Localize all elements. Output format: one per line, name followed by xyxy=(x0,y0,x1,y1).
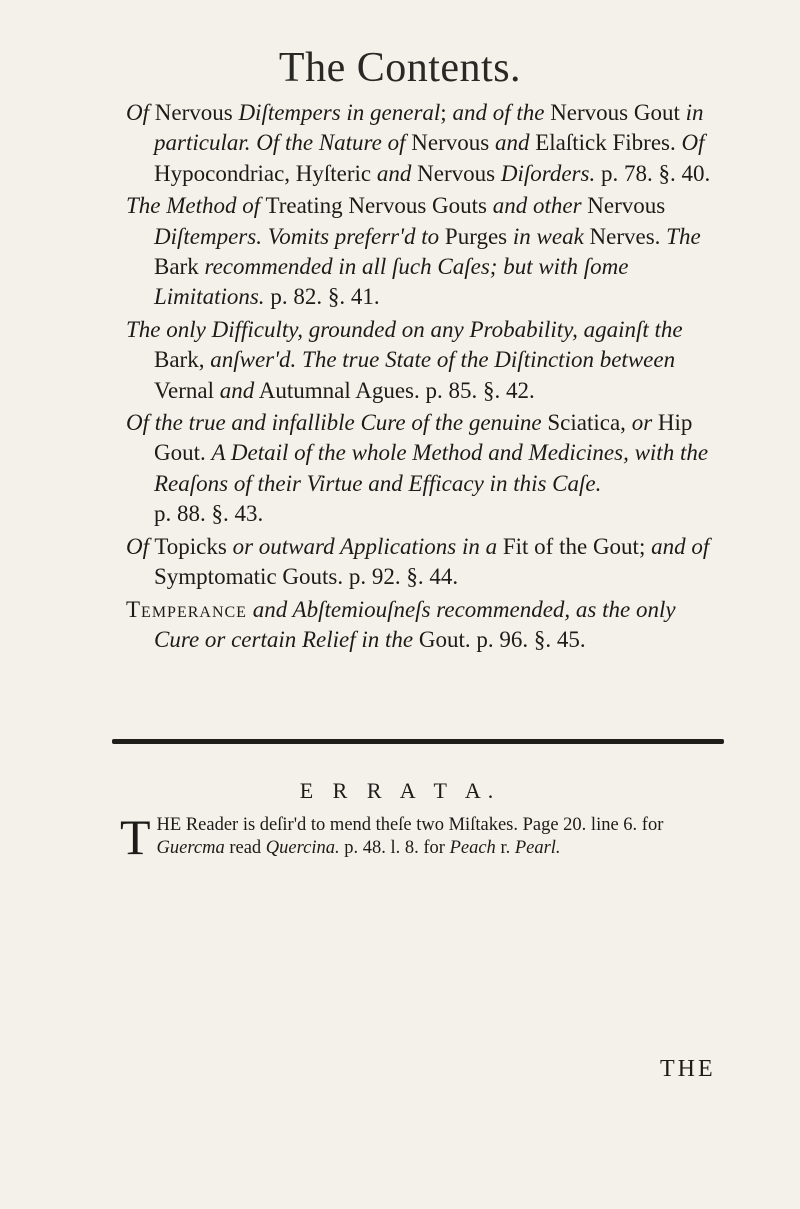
entry-text: Nervous Gout xyxy=(544,100,686,125)
entry-text: and Abſtemiouſneſs recommended, as the only Cure or certain Relief in the xyxy=(154,596,676,652)
entry-text: HE Reader is deſir'd to mend theſe two Miſtakes. Page 20. line 6. for xyxy=(156,815,664,835)
entry-text: or outward Applications in a xyxy=(232,533,498,559)
running-head: The Contents. xyxy=(278,45,522,91)
entry-text: Of the true and infallible Cure of the genuine xyxy=(126,410,542,436)
entry-text: Peach xyxy=(449,838,496,858)
entry-text: in particular. Of the Nature of xyxy=(154,100,704,156)
entry-text: Nervous xyxy=(149,100,239,125)
entry-text: Guercma xyxy=(156,838,225,858)
page-reference: p. 88. §. 43. xyxy=(154,501,264,527)
entry-text: anſwer'd. The true State of the Diſtinction between xyxy=(210,347,676,373)
errata-heading: E R R A T A. xyxy=(299,778,501,803)
page-reference: p. 96. §. 45. xyxy=(476,626,586,652)
entry-text: recommended in all ſuch Caſes; but with ſome Limitations. xyxy=(154,254,629,310)
contents-entry xyxy=(126,315,716,406)
entry-text: The Method of xyxy=(126,193,261,219)
entry-text: and of xyxy=(651,533,710,559)
entry-text: Bark xyxy=(154,254,205,280)
entry-text: Vernal xyxy=(154,377,220,403)
entry-text: Pearl. xyxy=(514,838,561,858)
entry-text: Elaſtick Fibres. xyxy=(529,130,682,156)
entry-text: Nervous xyxy=(581,193,666,219)
entry-text: Fit of the Gout; xyxy=(497,533,652,559)
errata-body xyxy=(157,815,664,858)
entry-text: Nervous xyxy=(405,130,495,156)
entry-text: Sciatica, xyxy=(541,410,632,436)
entry-text: read xyxy=(224,838,266,858)
entry-text: and other xyxy=(492,193,582,219)
entry-text: The only Difficulty, grounded on any Probability, againſt the xyxy=(126,316,683,342)
entry-text: Of xyxy=(126,533,149,559)
entry-text: Treating Nervous Gouts xyxy=(260,193,493,219)
page-reference: p. 82. §. 41. xyxy=(264,284,380,310)
entry-text: and of the xyxy=(452,100,545,125)
entry-text: Diſorders. xyxy=(500,160,596,186)
entry-text: Bark, xyxy=(154,347,211,373)
entry-text: Gout. xyxy=(413,626,477,652)
entry-text: A Detail of the whole Method and Medicines, with the Reaſons of their Virtue and Efficacy in this Caſe. xyxy=(154,440,709,496)
entry-text: and xyxy=(494,130,530,156)
entry-text: Nervous xyxy=(411,160,501,186)
entry-text: Autumnal Agues. xyxy=(254,377,426,403)
entry-text: Diſtempers in general xyxy=(238,100,441,125)
page-reference: p. 92. §. 44. xyxy=(348,564,459,590)
entry-text: and xyxy=(376,160,412,186)
contents-entry xyxy=(126,191,716,313)
contents-entry xyxy=(126,98,716,189)
errata-notice xyxy=(120,809,720,865)
entry-text: Topicks xyxy=(149,533,233,559)
entry-text: Quercina. xyxy=(265,838,340,858)
entry-text: ; xyxy=(440,100,453,125)
page-reference: p. 85. §. 42. xyxy=(425,377,535,403)
contents-list xyxy=(126,98,716,657)
entry-text: p. 48. l. 8. for xyxy=(339,838,450,858)
page-reference: p. 78. §. 40. xyxy=(595,160,711,186)
entry-text: or xyxy=(631,410,653,436)
entry-text: Hypocondriac, Hyſteric xyxy=(154,160,377,186)
entry-text: Diſtempers. Vomits preferr'd to xyxy=(154,223,440,249)
contents-entry xyxy=(126,408,716,530)
entry-text: The xyxy=(666,223,701,249)
entry-text: Hip Gout. xyxy=(154,410,693,466)
contents-entry xyxy=(126,532,716,593)
catchword: THE xyxy=(660,1056,716,1082)
contents-entry xyxy=(126,595,716,656)
entry-text: Temperance xyxy=(126,596,247,622)
entry-text: r. xyxy=(495,838,515,858)
entry-text: Of xyxy=(126,100,149,125)
entry-text: Symptomatic Gouts. xyxy=(154,564,349,590)
entry-text: in weak xyxy=(512,223,584,249)
errata-dropcap: T xyxy=(120,809,151,865)
entry-text: and xyxy=(219,377,255,403)
entry-text: Purges xyxy=(439,223,513,249)
divider-rule xyxy=(112,739,724,744)
entry-text: Nerves. xyxy=(583,223,667,249)
entry-text: Of xyxy=(681,130,705,156)
